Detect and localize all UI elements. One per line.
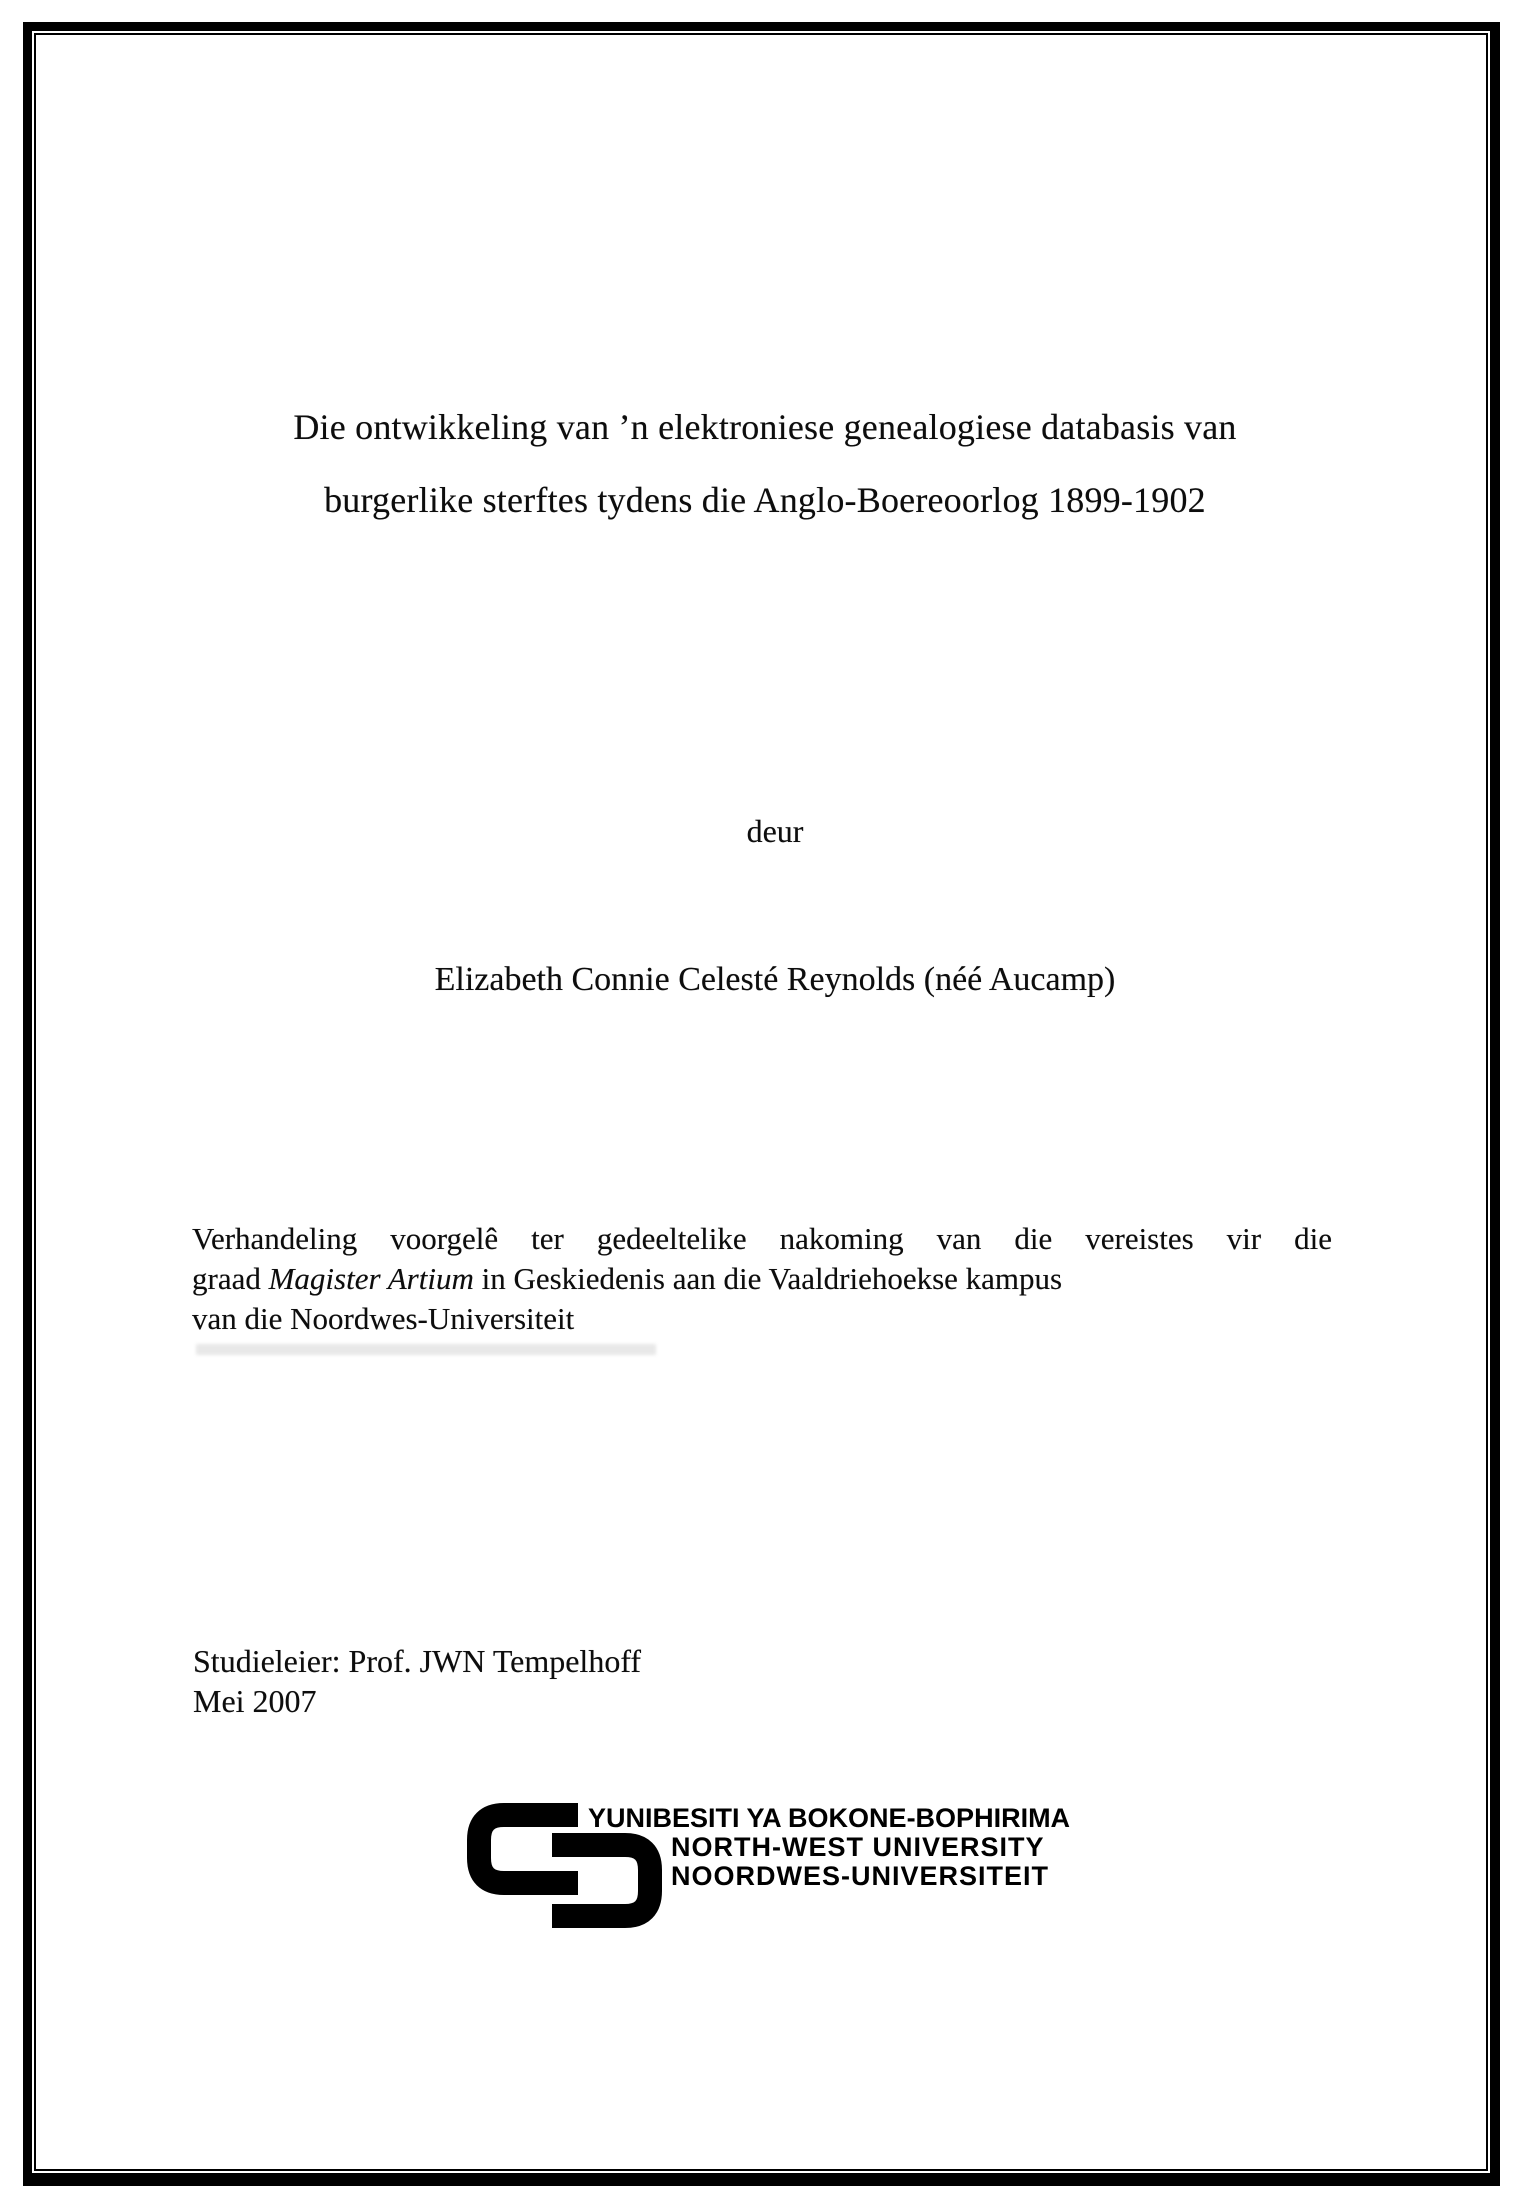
thesis-title-line2: burgerlike sterftes tydens die Anglo-Boereoorlog 1899-1902 xyxy=(324,480,1206,520)
author-name: Elizabeth Connie Celesté Reynolds (néé Aucamp) xyxy=(434,961,1116,998)
byline-preposition: deur xyxy=(746,813,804,849)
university-name-afrikaans: NOORDWES-UNIVERSITEIT xyxy=(671,1861,1050,1891)
degree-statement-line3: van die Noordwes-Universiteit xyxy=(192,1301,575,1336)
degree-statement-line2 xyxy=(192,1259,1332,1299)
university-name-english: NORTH-WEST UNIVERSITY xyxy=(671,1832,1045,1862)
university-name-setswana: YUNIBESITI YA BOKONE-BOPHIRIMA xyxy=(588,1803,1071,1833)
scan-bleed-artifact xyxy=(196,1344,656,1355)
degree-statement-line1: Verhandeling voorgelê ter gedeeltelike nakoming van die vereistes vir die xyxy=(192,1221,1332,1256)
degree-title-italic: Magister Artium xyxy=(268,1261,474,1296)
degree-statement xyxy=(192,1219,1332,1339)
date-line: Mei 2007 xyxy=(193,1683,317,1719)
supervisor-block xyxy=(193,1641,641,1721)
thesis-title xyxy=(195,391,1335,537)
degree-statement-line2-post: in Geskiedenis aan die Vaaldriehoekse kampus xyxy=(473,1261,1063,1296)
supervisor-line: Studieleier: Prof. JWN Tempelhoff xyxy=(193,1643,642,1679)
degree-statement-line2-pre: graad xyxy=(192,1261,269,1296)
thesis-title-line1: Die ontwikkeling van ’n elektroniese genealogiese databasis van xyxy=(293,407,1237,447)
